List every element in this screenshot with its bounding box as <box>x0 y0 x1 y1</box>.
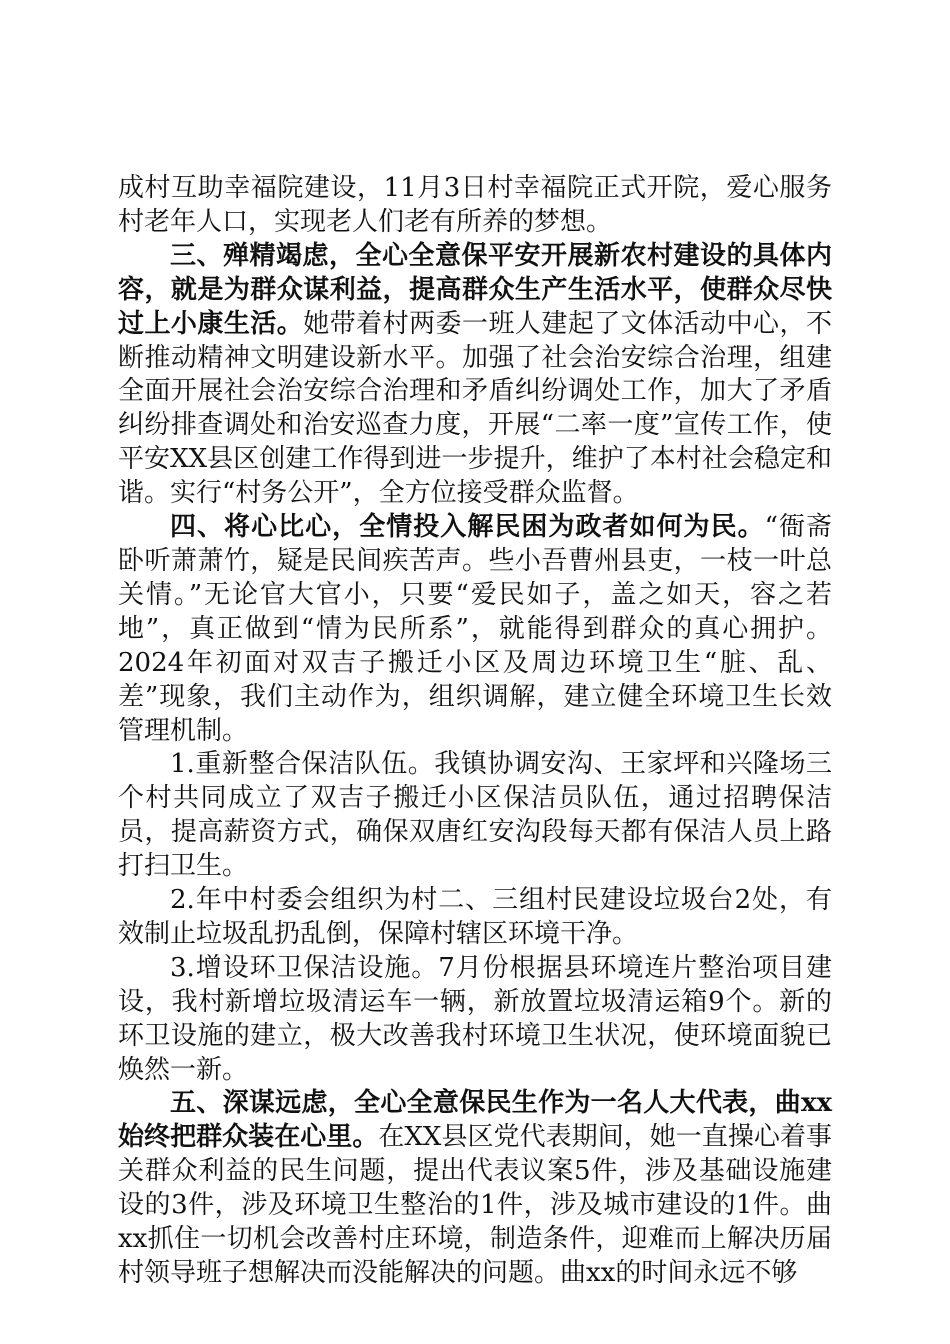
list-item-2 <box>118 884 832 952</box>
section-4-heading: 四、将心比心，全情投入解民困为政者如何为民。 <box>170 512 765 543</box>
section-5-heading: 五、深谋远虑，全心全意保民生作为一名人大代表，曲xx始终把群众装在心里。 <box>118 1088 832 1153</box>
list-item-3 <box>118 952 832 1088</box>
list-item-1-text: 1.重新整合保洁队伍。我镇协调安沟、王家坪和兴隆场三个村共同成立了双吉子搬迁小区保洁员队伍，通过招聘保洁员，提高薪资方式，确保双唐红安沟段每天都有保洁人员上路打扫卫生。 <box>118 749 832 882</box>
paragraph-section-3 <box>118 240 832 511</box>
paragraph-1 <box>118 172 832 240</box>
paragraph-section-5 <box>118 1087 832 1290</box>
paragraph-1-text: 成村互助幸福院建设，11月3日村幸福院正式开院，爱心服务村老年人口，实现老人们老有所养的梦想。 <box>118 173 832 237</box>
document-body <box>118 172 832 1291</box>
section-5-text: 在XX县区党代表期间，她一直操心着事关群众利益的民生问题，提出代表议案5件，涉及基础设施建设的3件，涉及环境卫生整治的1件，涉及城市建设的1件。曲xx抓住一切机会改善村庄环境，制造条件，迎难而上解决历届村领导班子想解决而没能解决的问题。曲xx的时间永远不够 <box>118 1122 832 1288</box>
list-item-3-text: 3.增设环卫保洁设施。7月份根据县环境连片整治项目建设，我村新增垃圾清运车一辆，新放置垃圾清运箱9个。新的环卫设施的建立，极大改善我村环境卫生状况，使环境面貌已焕然一新。 <box>118 952 832 1085</box>
paragraph-section-4 <box>118 511 832 748</box>
list-item-1 <box>118 748 832 884</box>
section-3-text: 她带着村两委一班人建起了文体活动中心，不断推动精神文明建设新水平。加强了社会治安综合治理，组建全面开展社会治安综合治理和矛盾纠纷调处工作，加大了矛盾纠纷排查调处和治安巡查力度，开展“二率一度”宣传工作，使平安XX县区创建工作得到进一步提升，维护了本村社会稳定和谐。实行“村务公开”，全方位接受群众监督。 <box>118 308 832 509</box>
section-4-text: “衙斋卧听萧萧竹，疑是民间疾苦声。些小吾曹州县吏，一枝一叶总关情。”无论官大官小，只要“爱民如子，盖之如天，容之若地”，真正做到“情为民所系”，就能得到群众的真心拥护。2024年初面对双吉子搬迁小区及周边环境卫生“脏、乱、差”现象，我们主动作为，组织调解，建立健全环境卫生长效管理机制。 <box>118 512 832 746</box>
section-3-heading: 三、殚精竭虑，全心全意保平安开展新农村建设的具体内容，就是为群众谋利益，提高群众生产生活水平，使群众尽快过上小康生活。 <box>118 240 832 339</box>
list-item-2-text: 2.年中村委会组织为村二、三组村民建设垃圾台2处，有效制止垃圾乱扔乱倒，保障村辖区环境干净。 <box>118 885 832 949</box>
